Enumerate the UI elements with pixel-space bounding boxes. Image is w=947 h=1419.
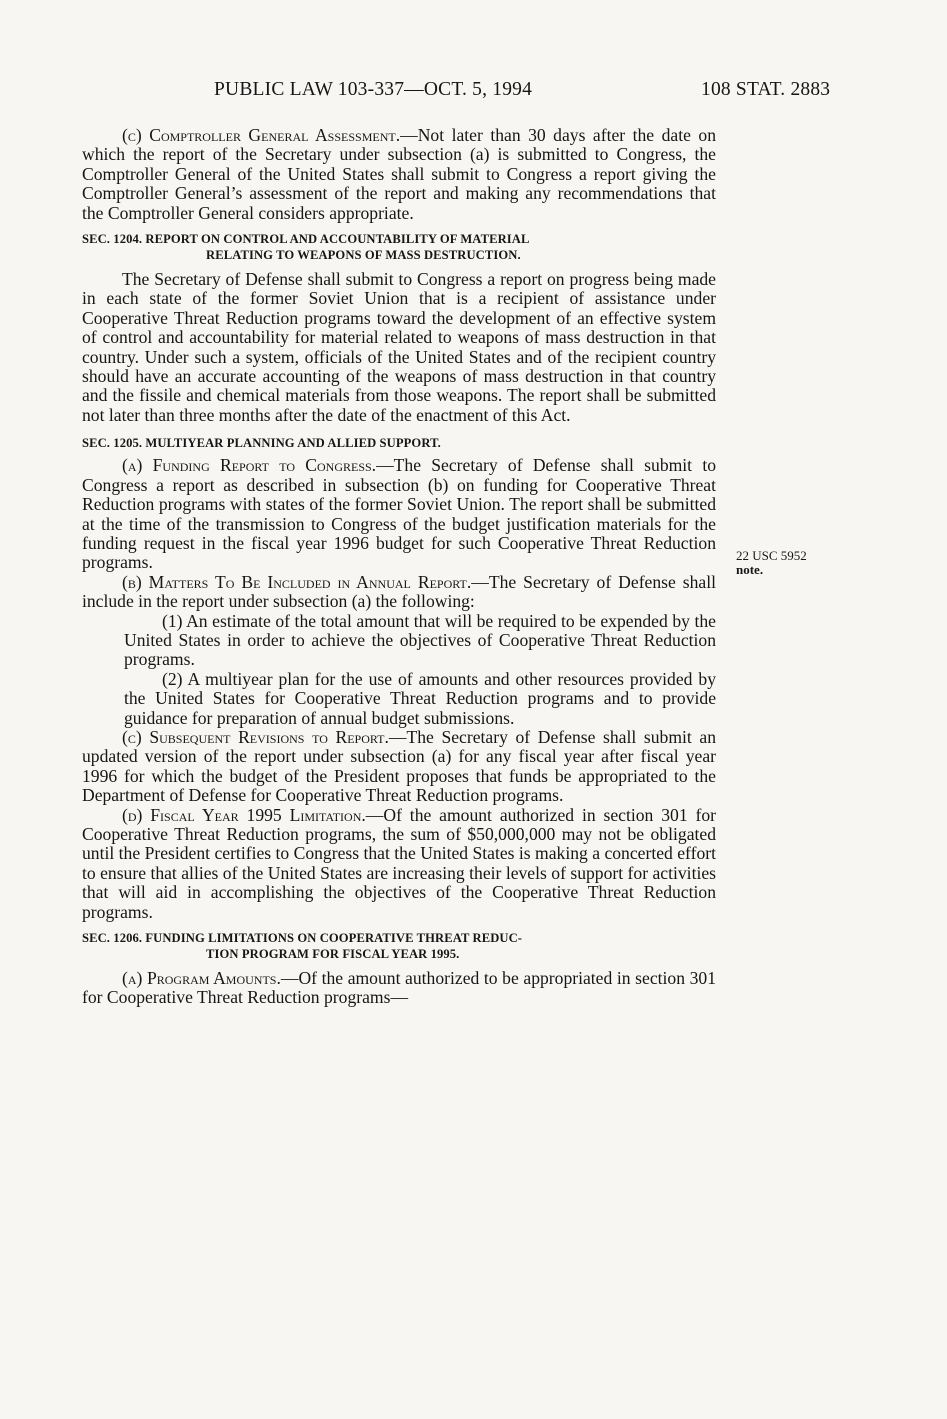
section-heading-1205: SEC. 1205. MULTIYEAR PLANNING AND ALLIED SUPPORT. (82, 436, 441, 451)
margin-citation-usc: 22 USC 5952 (736, 548, 807, 563)
paragraph-funding-report (82, 456, 716, 572)
subsection-label: (b) Matters To Be Included in Annual Report. (122, 571, 472, 592)
document-body (82, 126, 716, 1008)
paragraph-text: —Of the amount authorized to be appropriated in section 301 for Cooperative Threat Reduction programs— (82, 968, 716, 1008)
statutes-page-number: 108 STAT. 2883 (701, 79, 831, 100)
paragraph-subsequent-revisions (82, 728, 716, 806)
subsection-label: (a) Program Amounts. (122, 968, 281, 989)
subsection-label: (d) Fiscal Year 1995 Limitation. (122, 804, 366, 825)
list-item-estimate: (1) An estimate of the total amount that will be required to be expended by the United States in order to achieve the objectives of Cooperative Threat Reduction programs. (124, 610, 716, 670)
paragraph-text: —The Secretary of Defense shall include in the report under subsection (a) the following: (82, 571, 716, 612)
margin-citation-note: note. (736, 562, 764, 577)
subsection-label: (c) Subsequent Revisions to Report. (122, 726, 389, 747)
list-item-multiyear-plan: (2) A multiyear plan for the use of amounts and other resources provided by the United States for Cooperative Threat Reduction programs and to provide guidance for preparation of annual budget submissions. (124, 668, 716, 728)
paragraph-matters-included (82, 573, 716, 612)
paragraph-fy1995-limitation (82, 806, 716, 922)
paragraph-text: —Not later than 30 days after the date on which the report of the Secretary under subsection (a) is submitted to Congress, the Comptroller General of the United States shall submit to Congress a report giving the Comptroller General’s assessment of the report and making any recommendations that the Comptroller General considers appropriate. (82, 125, 716, 223)
margin-citation (736, 549, 807, 577)
section-heading-line: SEC. 1204. REPORT ON CONTROL AND ACCOUNTABILITY OF MATERIAL (82, 232, 530, 247)
paragraph-sec1204-body: The Secretary of Defense shall submit to Congress a report on progress being made in each state of the former Soviet Union that is a recipient of assistance under Cooperative Threat Reduction programs toward the development of an effective system of control and accountability for material related to weapons of mass destruction in that country. Under such a system, officials of the United States and of the recipient country should have an accurate accounting of the weapons of mass destruction in that country and the fissile and chemical materials from those weapons. The report shall be submitted not later than three months after the date of the enactment of this Act. (82, 269, 716, 425)
subsection-label: (a) Funding Report to Congress. (122, 455, 377, 476)
paragraph-program-amounts (82, 969, 716, 1008)
paragraph-text: —The Secretary of Defense shall submit an updated version of the report under subsection (a) for any fiscal year after fiscal year 1996 for which the budget of the President proposes that funds be appropriated to the Department of Defense for Cooperative Threat Reduction programs. (82, 726, 716, 806)
section-heading-line: TION PROGRAM FOR FISCAL YEAR 1995. (206, 947, 460, 962)
section-heading-line: SEC. 1206. FUNDING LIMITATIONS ON COOPERATIVE THREAT REDUC- (82, 931, 523, 946)
section-heading-1206 (82, 930, 716, 962)
paragraph-text: —Of the amount authorized in section 301 for Cooperative Threat Reduction programs, the sum of $50,000,000 may not be obligated until the President certifies to Congress that the United States is making a concerted effort to ensure that allies of the United States are increasing their levels of support for activities that will aid in accomplishing the objectives of the Cooperative Threat Reduction programs. (82, 804, 717, 922)
running-header-title: PUBLIC LAW 103-337—OCT. 5, 1994 (214, 79, 533, 100)
subsection-label: (c) Comptroller General Assessment. (122, 125, 401, 145)
section-heading-line: RELATING TO WEAPONS OF MASS DESTRUCTION. (206, 248, 521, 263)
paragraph-text: —The Secretary of Defense shall submit to Congress a report as described in subsection (b) on funding for Cooperative Threat Reduction programs with states of the former Soviet Union. The report shall be submitted at the time of the transmission to Congress of the budget justification materials for the funding request in the fiscal year 1996 budget for such Cooperative Threat Reduction programs. (82, 455, 716, 573)
section-heading-1204 (82, 231, 716, 263)
paragraph-comptroller-assessment (82, 126, 716, 223)
